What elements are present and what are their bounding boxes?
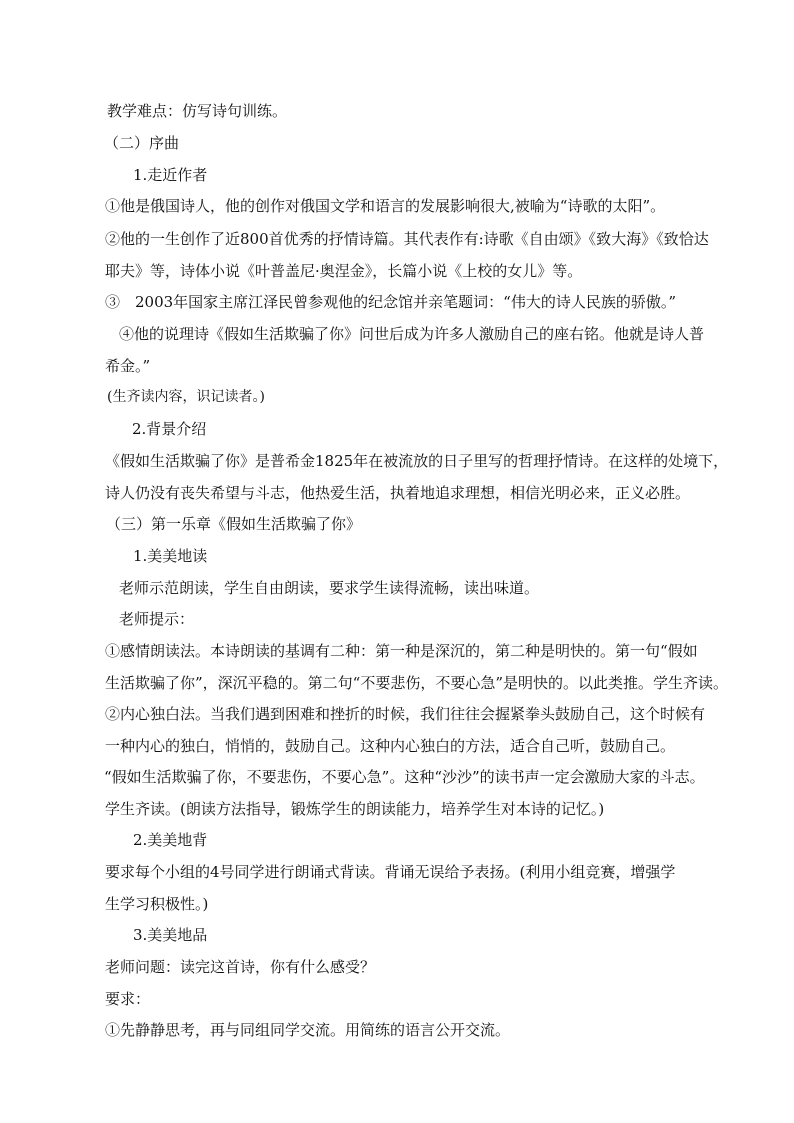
text-line: 老师问题：读完这首诗，你有什么感受？ bbox=[105, 958, 376, 976]
text-line: 诗人仍没有丧失希望与斗志，他热爱生活，执着地追求理想，相信光明必来，正义必胜。 bbox=[105, 484, 691, 502]
text-line: ①感情朗读法。本诗朗读的基调有二种：第一种是深沉的，第二种是明快的。第一句“假如 bbox=[105, 642, 698, 660]
subsection-heading: 3.美美地品 bbox=[133, 926, 208, 944]
section-heading: （二）序曲 bbox=[104, 134, 180, 152]
text-line: 一种内心的独白，悄悄的，鼓励自己。这种内心独白的方法，适合自己听，鼓励自己。 bbox=[105, 737, 676, 755]
text-line: 老师示范朗读，学生自由朗读，要求学生读得流畅，读出味道。 bbox=[119, 579, 540, 597]
subsection-heading: 1.美美地读 bbox=[133, 547, 208, 565]
text-line: “假如生活欺骗了你，不要悲伤，不要心急”。这种“沙沙”的读书声一定会激励大家的斗志。 bbox=[104, 768, 705, 786]
text-line: ③ 2003年国家主席江泽民曾参观他的纪念馆并亲笔题词：“伟大的诗人民族的骄傲。” bbox=[105, 293, 677, 311]
text-line: 教学难点：仿写诗句训练。 bbox=[107, 102, 288, 120]
subsection-heading: 1.走近作者 bbox=[133, 166, 208, 184]
text-line: 耶夫》等，诗体小说《叶普盖尼·奥涅金》，长篇小说《上校的女儿》等。 bbox=[105, 262, 583, 280]
text-line: ④他的说理诗《假如生活欺骗了你》问世后成为许多人激励自己的座右铭。他就是诗人普 bbox=[119, 325, 705, 343]
text-line: ①他是俄国诗人，他的创作对俄国文学和语言的发展影响很大,被喻为“诗歌的太阳”。 bbox=[105, 197, 666, 215]
text-line: 学生齐读。(朗读方法指导，锻炼学生的朗读能力，培养学生对本诗的记忆。) bbox=[105, 800, 605, 818]
text-line: ②他的一生创作了近800首优秀的抒情诗篇。其代表作有:诗歌《自由颂》《致大海》《致恰达 bbox=[105, 230, 709, 248]
text-line: ②内心独白法。当我们遇到困难和挫折的时候，我们往往会握紧拳头鼓励自己，这个时候有 bbox=[105, 705, 706, 723]
text-line: ①先静静思考，再与同组同学交流。用简练的语言公开交流。 bbox=[105, 1021, 511, 1039]
text-line: (生齐读内容，识记读者。) bbox=[107, 389, 265, 405]
subsection-heading: 2.背景介绍 bbox=[132, 420, 207, 438]
text-line: 生学习积极性。) bbox=[105, 895, 209, 913]
text-line: 老师提示： bbox=[119, 610, 195, 628]
text-line: 生活欺骗了你”，深沉平稳的。第二句“不要悲伤，不要心急”是明快的。以此类推。学生齐读。 bbox=[105, 674, 729, 692]
subsection-heading: 2.美美地背 bbox=[133, 831, 208, 849]
section-heading: （三）第一乐章《假如生活欺骗了你》 bbox=[106, 515, 362, 533]
text-line: 要求： bbox=[105, 990, 151, 1008]
text-line: 要求每个小组的4号同学进行朗诵式背读。背诵无误给予表扬。(利用小组竞赛，增强学 bbox=[105, 863, 676, 881]
text-line: 希金。” bbox=[105, 357, 151, 375]
text-line: 《假如生活欺骗了你》是普希金1825年在被流放的日子里写的哲理抒情诗。在这样的处境下， bbox=[105, 452, 729, 470]
